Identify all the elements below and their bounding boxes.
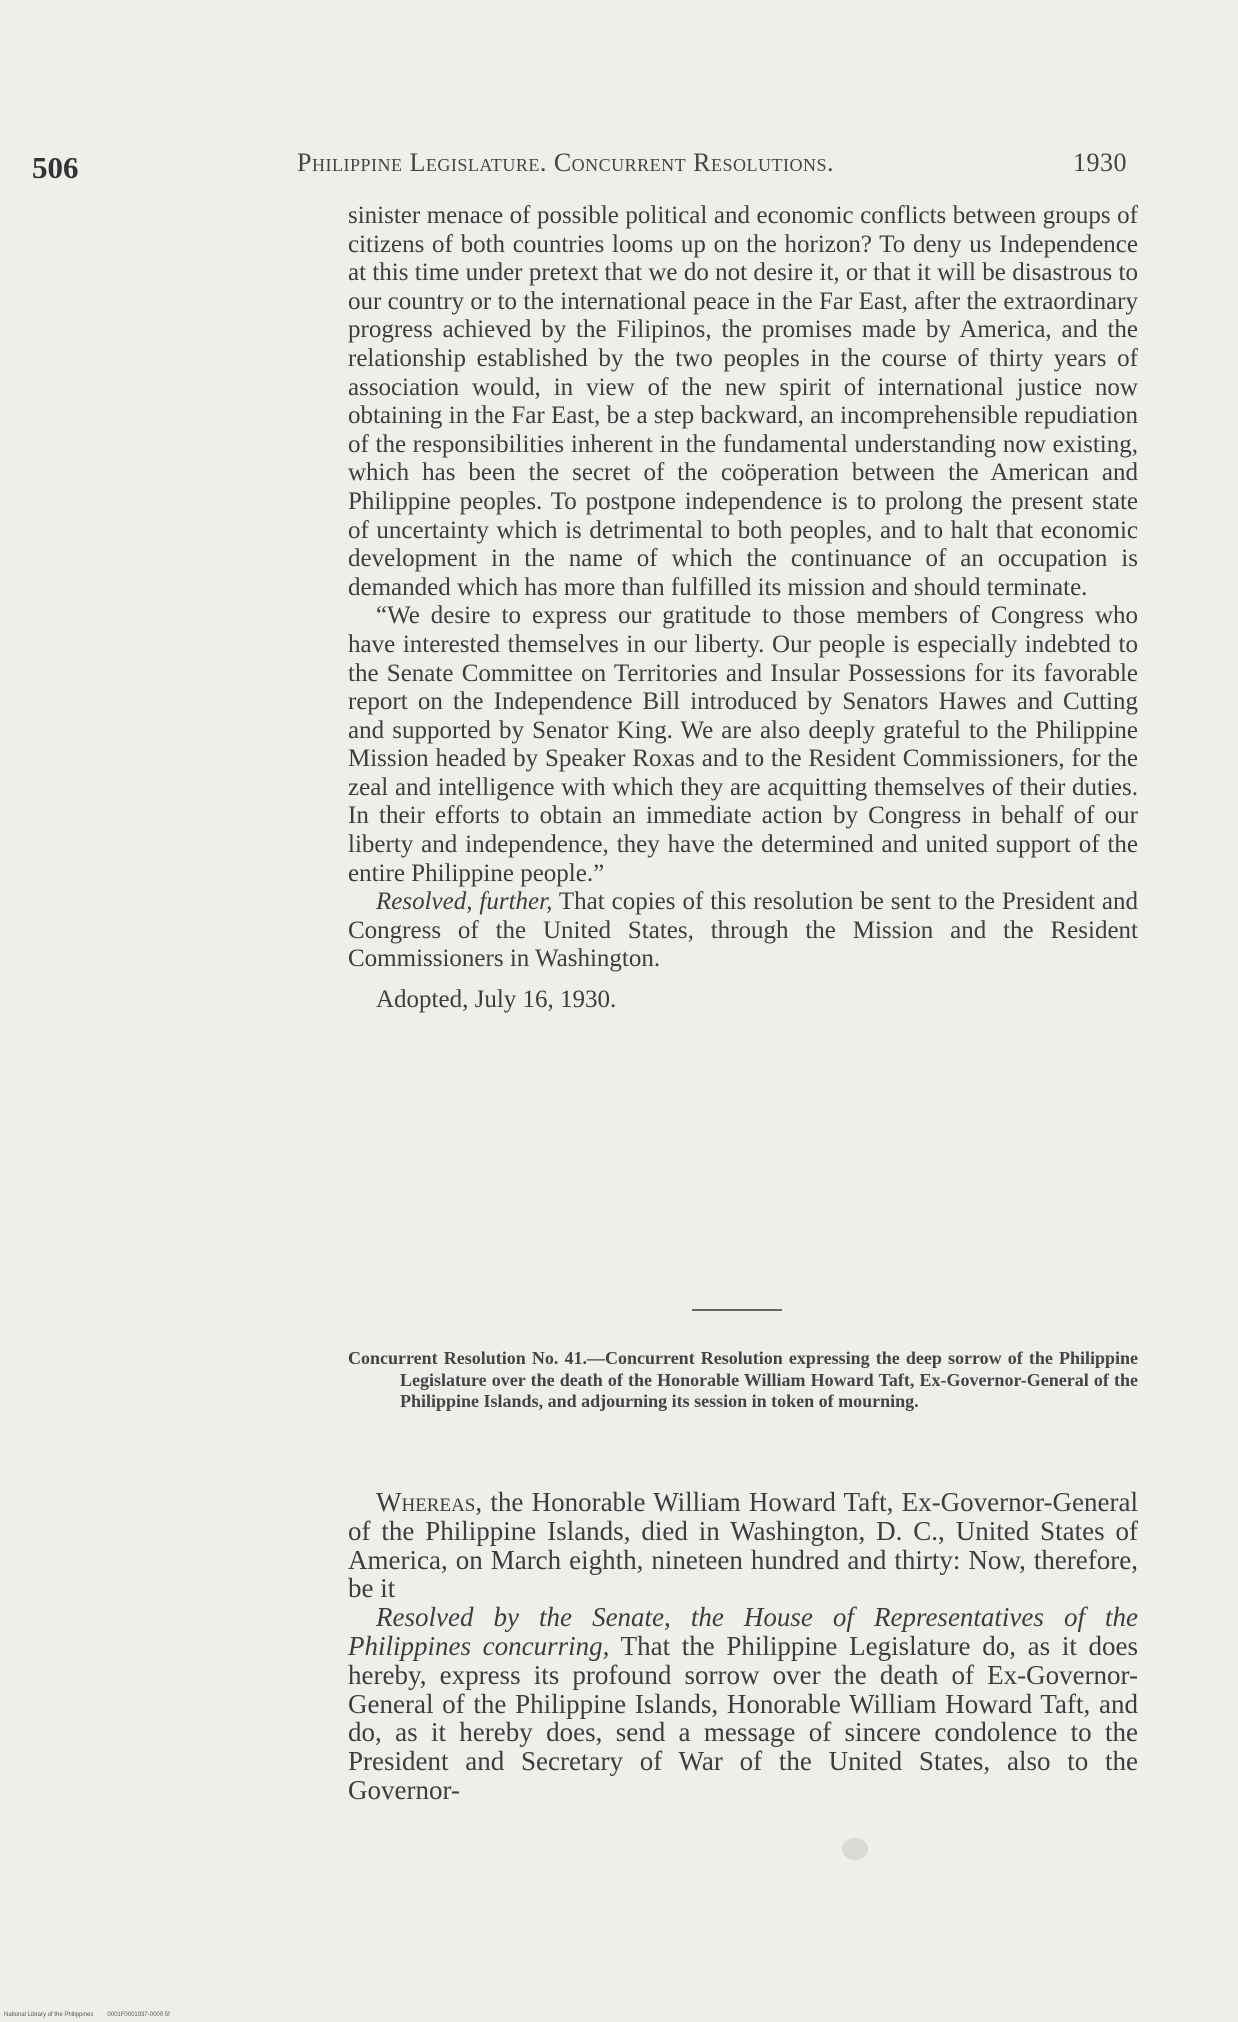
paragraph-continued: sinister menace of possible political and economic conflicts between groups of citizens of both countries looms up on the horizon? To deny us Independence at this time under pretext that we do not desire it, or that it will be disastrous to our country or to the international peace in the Far East, after the extraordinary progress achieved by the Filipinos, the promises made by America, and the relationship established by the two peoples in the course of thirty years of association would, in view of the new spirit of international justice now obtaining in the Far East, be a step backward, an incomprehensible repudiation of the responsibilities inherent in the fundamental understanding now existing, which has been the secret of the coöperation between the American and Philippine peoples. To postpone independence is to prolong the present state of uncertainty which is detrimental to both peoples, and to halt that economic development in the name of which the continuance of an occupation is demanded which has more than fulfilled its mission and should terminate. bbox=[348, 202, 1138, 601]
page-number: 506 bbox=[32, 150, 79, 185]
resolution-41-heading: Concurrent Resolution No. 41.—Concurrent Resolution expressing the deep sorrow of the Philippine Legislature over the death of the Honorable William Howard Taft, Ex-Governor-General of the Philippine Islands, and adjourning its session in token of mourning. bbox=[348, 1348, 1138, 1411]
footer-code: 0001F0001937-0000 5f bbox=[107, 2012, 170, 2018]
resolved-further-text: That copies of this resolution be sent to the President and Congress of the United States, through the Mission and the Resident Commissioners in Washington. bbox=[348, 888, 1139, 973]
paragraph-gratitude: “We desire to express our gratitude to those members of Congress who have interested themselves in our liberty. Our people is especially indebted to the Senate Committee on Territories and Insular Possessions for its favorable report on the Independence Bill introduced by Senators Hawes and Cutting and supported by Senator King. We are also deeply grateful to the Philippine Mission headed by Speaker Roxas and to the Resident Commissioners, for the zeal and intelligence with which they are acquitting themselves of their duties. In their efforts to obtain an immediate action by Congress in behalf of our liberty and independence, they have the determined and united support of the entire Philippine people.” bbox=[348, 602, 1138, 887]
whereas-lead: Whereas, bbox=[376, 1487, 483, 1517]
whereas-clause bbox=[348, 1488, 1138, 1603]
resolution-continuation bbox=[348, 202, 1138, 1015]
paragraph-resolved-further bbox=[348, 888, 1138, 974]
running-title: Philippine Legislature. Concurrent Resolutions. bbox=[297, 148, 835, 177]
resolved-clause bbox=[348, 1603, 1138, 1805]
resolved-text: That the Philippine Legislature do, as it does hereby, express its profound sorrow over the death of Ex-Governor-General of the Philippine Islands, Honorable William Howard Taft, and do, as it hereby does, send a message of sincere condolence to the President and Secretary of War of the United States, also to the Governor- bbox=[348, 1630, 1138, 1805]
section-divider bbox=[692, 1309, 782, 1311]
footer-library: National Library of the Philippines bbox=[4, 2012, 94, 2018]
resolved-lead: Resolved by the Senate, the House of Representatives of the Philippines concurring, bbox=[348, 1602, 1138, 1661]
resolution-41-body bbox=[348, 1488, 1138, 1805]
page-smudge bbox=[842, 1838, 868, 1860]
running-head bbox=[297, 148, 1127, 178]
scan-footer bbox=[4, 2012, 170, 2018]
whereas-text: the Honorable William Howard Taft, Ex-Governor-General of the Philippine Islands, died in Washington, D. C., United States of America, on March eighth, nineteen hundred and thirty: Now, therefore, be it bbox=[348, 1487, 1138, 1604]
adopted-date: Adopted, July 16, 1930. bbox=[376, 986, 617, 1014]
running-year: 1930 bbox=[1073, 148, 1127, 177]
resolved-further-lead: Resolved, further, bbox=[376, 888, 553, 916]
